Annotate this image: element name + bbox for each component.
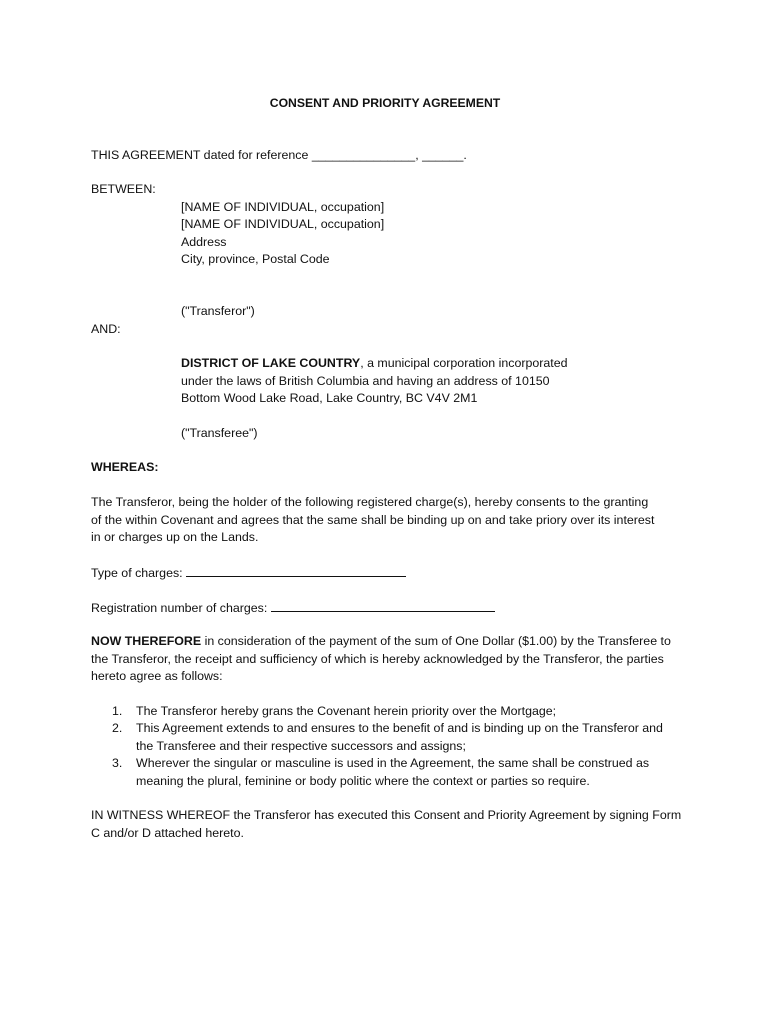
between-label: BETWEEN: — [91, 182, 156, 196]
transferor-line-3: Address — [181, 235, 227, 249]
list-item-3-line-1: Wherever the singular or masculine is used in the Agreement, the same shall be construed as — [136, 756, 650, 770]
type-of-charges-row — [91, 564, 406, 581]
transferor-line-4: City, province, Postal Code — [181, 252, 330, 266]
transferee-name: DISTRICT OF LAKE COUNTRY — [181, 356, 361, 370]
whereas-line-2: of the within Covenant and agrees that the same shall be binding up on and take priory over its interest — [91, 513, 655, 527]
witness-line-1: IN WITNESS WHEREOF the Transferor has executed this Consent and Priority Agreement by signing Form — [91, 808, 682, 822]
transferor-label: ("Transferor") — [181, 304, 255, 318]
document-title: CONSENT AND PRIORITY AGREEMENT — [269, 96, 501, 110]
registration-blank — [271, 599, 495, 612]
transferor-line-1: [NAME OF INDIVIDUAL, occupation] — [181, 200, 385, 214]
witness-line-2: C and/or D attached hereto. — [91, 826, 244, 840]
registration-row — [91, 599, 495, 616]
and-label: AND: — [91, 322, 121, 336]
whereas-label: WHEREAS: — [91, 460, 159, 474]
transferor-line-2: [NAME OF INDIVIDUAL, occupation] — [181, 217, 385, 231]
list-item-3-line-2: meaning the plural, feminine or body politic where the context or parties so require. — [136, 774, 590, 788]
now-therefore-line-1-rest: in consideration of the payment of the sum of One Dollar ($1.00) by the Transferee to — [201, 634, 671, 648]
type-of-charges-blank — [186, 564, 406, 577]
type-of-charges-label: Type of charges: — [91, 566, 183, 580]
registration-label: Registration number of charges: — [91, 601, 268, 615]
list-item-3-number: 3. — [112, 756, 123, 770]
dated-line: THIS AGREEMENT dated for reference _______________, ______. — [91, 148, 467, 162]
transferee-line-2: under the laws of British Columbia and having an address of 10150 — [181, 374, 550, 388]
now-therefore-line-1 — [91, 633, 671, 649]
now-therefore-line-2: the Transferor, the receipt and sufficiency of which is hereby acknowledged by the Transferor, the parties — [91, 652, 664, 666]
transferee-line-1 — [181, 355, 568, 371]
transferee-label: ("Transferee") — [181, 426, 258, 440]
transferee-line-3: Bottom Wood Lake Road, Lake Country, BC V4V 2M1 — [181, 391, 478, 405]
list-item-2-line-1: This Agreement extends to and ensures to the benefit of and is binding up on the Transferor and — [136, 721, 663, 735]
list-item-2-number: 2. — [112, 721, 123, 735]
list-item-1-number: 1. — [112, 704, 123, 718]
now-therefore-label: NOW THEREFORE — [91, 634, 202, 648]
whereas-line-3: in or charges up on the Lands. — [91, 530, 259, 544]
list-item-2-line-2: the Transferee and their respective successors and assigns; — [136, 739, 466, 753]
list-item-1-line-1: The Transferor hereby grans the Covenant herein priority over the Mortgage; — [136, 704, 557, 718]
now-therefore-line-3: hereto agree as follows: — [91, 669, 223, 683]
whereas-line-1: The Transferor, being the holder of the following registered charge(s), hereby consents to the granting — [91, 495, 649, 509]
transferee-line-1-rest: , a municipal corporation incorporated — [360, 356, 568, 370]
